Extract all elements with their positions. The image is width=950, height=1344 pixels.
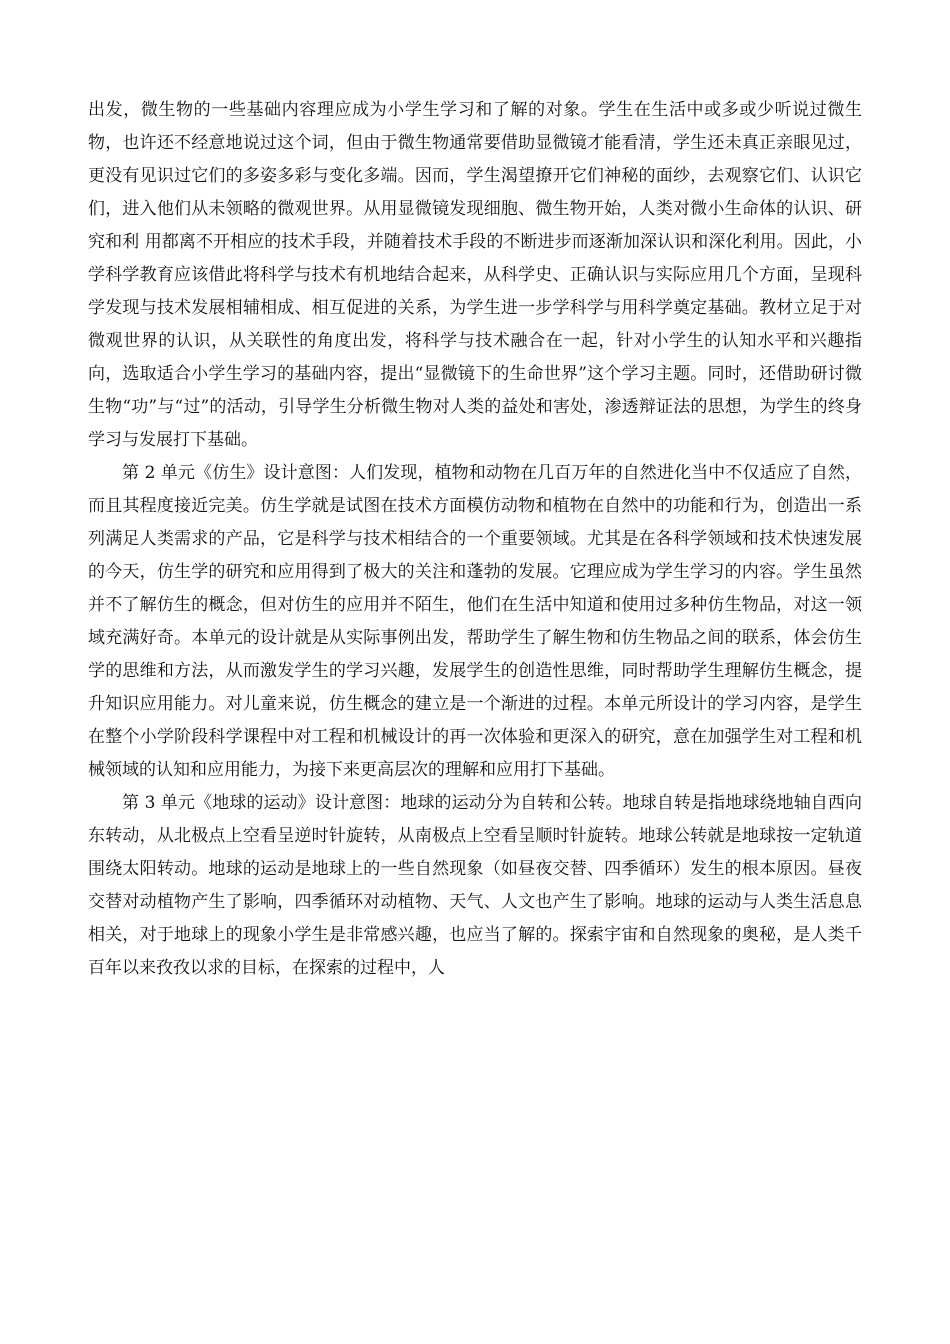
document-page	[88, 94, 862, 985]
paragraph-microbes-continued: 出发，微生物的一些基础内容理应成为小学生学习和了解的对象。学生在生活中或多或少听说过微生物，也许还不经意地说过这个词，但由于微生物通常要借助显微镜才能看清，学生还未真正亲眼见过，更没有见识过它们的多姿多彩与变化多端。因而，学生渴望撩开它们神秘的面纱，去观察它们、认识它们，进入他们从未领略的微观世界。从用显微镜发现细胞、微生物开始，人类对微小生命体的认识、研究和利 用都离不开相应的技术手段，并随着技术手段的不断进步而逐渐加深认识和深化利用。因此，小学科学教育应该借此将科学与技术有机地结合起来，从科学史、正确认识与实际应用几个方面，呈现科学发现与技术发展相辅相成、相互促进的关系，为学生进一步学科学与用科学奠定基础。教材立足于对微观世界的认识，从关联性的角度出发，将科学与技术融合在一起，针对小学生的认知水平和兴趣指向，选取适合小学生学习的基础内容，提出“显微镜下的生命世界”这个学习主题。同时，还借助研讨微生物“功”与“过”的活动，引导学生分析微生物对人类的益处和害处，渗透辩证法的思想，为学生的终身学习与发展打下基础。	[88, 100, 862, 450]
paragraph-unit-2-bionics: 第 2 单元《仿生》设计意图：人们发现，植物和动物在几百万年的自然进化当中不仅适应了自然，而且其程度接近完美。仿生学就是试图在技术方面模仿动物和植物在自然中的功能和行为，创造出一系列满足人类需求的产品，它是科学与技术相结合的一个重要领域。尤其是在各科学领域和技术快速发展的今天，仿生学的研究和应用得到了极大的关注和蓬勃的发展。它理应成为学生学习的内容。学生虽然并不了解仿生的概念，但对仿生的应用并不陌生，他们在生活中知道和使用过多种仿生物品，对这一领域充满好奇。本单元的设计就是从实际事例出发，帮助学生了解生物和仿生物品之间的联系，体会仿生学的思维和方法，从而激发学生的学习兴趣，发展学生的创造性思维，同时帮助学生理解仿生概念，提升知识应用能力。对儿童来说，仿生概念的建立是一个渐进的过程。本单元所设计的学习内容，是学生在整个小学阶段科学课程中对工程和机械设计的再一次体验和更深入的研究，意在加强学生对工程和机械领域的认知和应用能力，为接下来更高层次的理解和应用打下基础。	[88, 463, 862, 780]
paragraph-unit-3-earth-motion: 第 3 单元《地球的运动》设计意图：地球的运动分为自转和公转。地球自转是指地球绕地轴自西向东转动，从北极点上空看呈逆时针旋转，从南极点上空看呈顺时针旋转。地球公转就是地球按一定轨道围绕太阳转动。地球的运动是地球上的一些自然现象（如昼夜交替、四季循环）发生的根本原因。昼夜交替对动植物产生了影响，四季循环对动植物、天气、人文也产生了影响。地球的运动与人类生活息息相关，对于地球上的现象小学生是非常感兴趣，也应当了解的。探索宇宙和自然现象的奥秘，是人类千百年以来孜孜以求的目标，在探索的过程中，人	[88, 793, 862, 978]
